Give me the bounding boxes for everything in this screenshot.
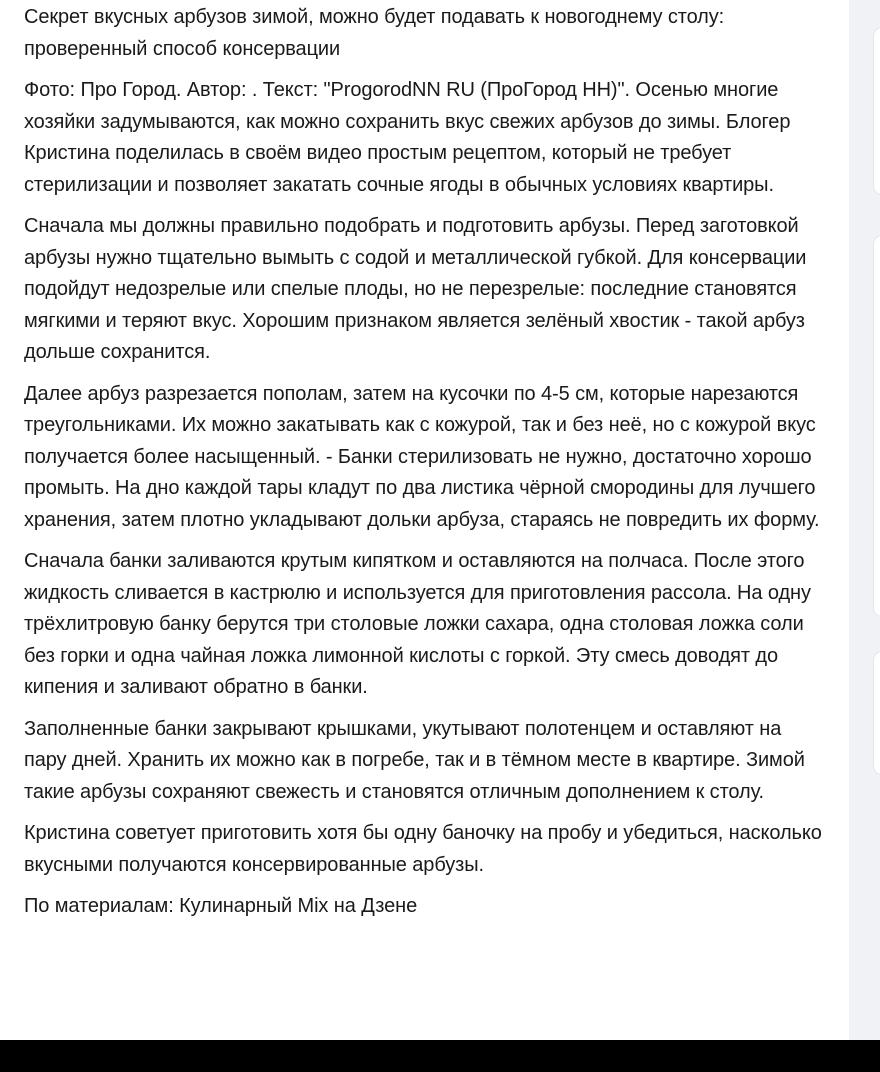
sidebar-card[interactable] — [874, 28, 880, 194]
article-source: По материалам: Кулинарный Mix на Дзене — [24, 895, 418, 917]
sidebar-card[interactable] — [874, 652, 880, 774]
article-paragraph: Далее арбуз разрезается пополам, затем на кусочки по 4-5 см, которые нарезаются треугольниками. Их можно закатывать как с кожурой, так и без неё, но с кожурой вкус получается более насыщенный. - Банки стерилизовать не нужно, достаточно хорошо промыть. На дно каждой тары кладут по два листика чёрной смородины для лучшего хранения, затем плотно укладывают дольки арбуза, стараясь не повредить их форму. — [24, 382, 820, 531]
article-paragraph: Кристина советует приготовить хотя бы одну баночку на пробу и убедиться, насколько вкусными получаются консервированные арбузы. — [24, 822, 822, 876]
bottom-black-bar — [0, 1040, 880, 1072]
article-paragraph: Заполненные банки закрывают крышками, укутывают полотенцем и оставляют на пару дней. Хранить их можно как в погребе, так и в тёмном месте в квартире. Зимой такие арбузы сохраняют свежесть и становятся отличным дополнением к столу. — [24, 717, 805, 803]
article-title: Секрет вкусных арбузов зимой, можно будет подавать к новогоднему столу: проверенный способ консервации — [24, 6, 725, 60]
article-paragraph: Сначала банки заливаются крутым кипятком и оставляются на полчаса. После этого жидкость сливается в кастрюлю и используется для приготовления рассола. На одну трёхлитровую банку берутся три столовые ложки сахара, одна столовая ложка соли без горки и одна чайная ложка лимонной кислоты с горкой. Эту смесь доводят до кипения и заливают обратно в банки. — [24, 550, 811, 698]
article-paragraph: Сначала мы должны правильно подобрать и подготовить арбузы. Перед заготовкой арбузы нужно тщательно вымыть с содой и металлической губкой. Для консервации подойдут недозрелые или спелые плоды, но не перезрелые: последние становятся мягкими и теряют вкус. Хорошим признаком является зелёный хвостик - такой арбуз дольше сохранится. — [24, 215, 807, 363]
article-body — [24, 0, 824, 1040]
right-sidebar — [849, 0, 880, 1040]
article-paragraph: Фото: Про Город. Автор: . Текст: "ProgorodNN RU (ПроГород НН)". Осенью многие хозяйки задумываются, как можно сохранить вкус свежих арбузов до зимы. Блогер Кристина поделилась в своём видео простым рецептом, который не требует стерилизации и позволяет закатать сочные ягоды в обычных условиях квартиры. — [24, 79, 791, 196]
sidebar-card[interactable] — [874, 236, 880, 616]
